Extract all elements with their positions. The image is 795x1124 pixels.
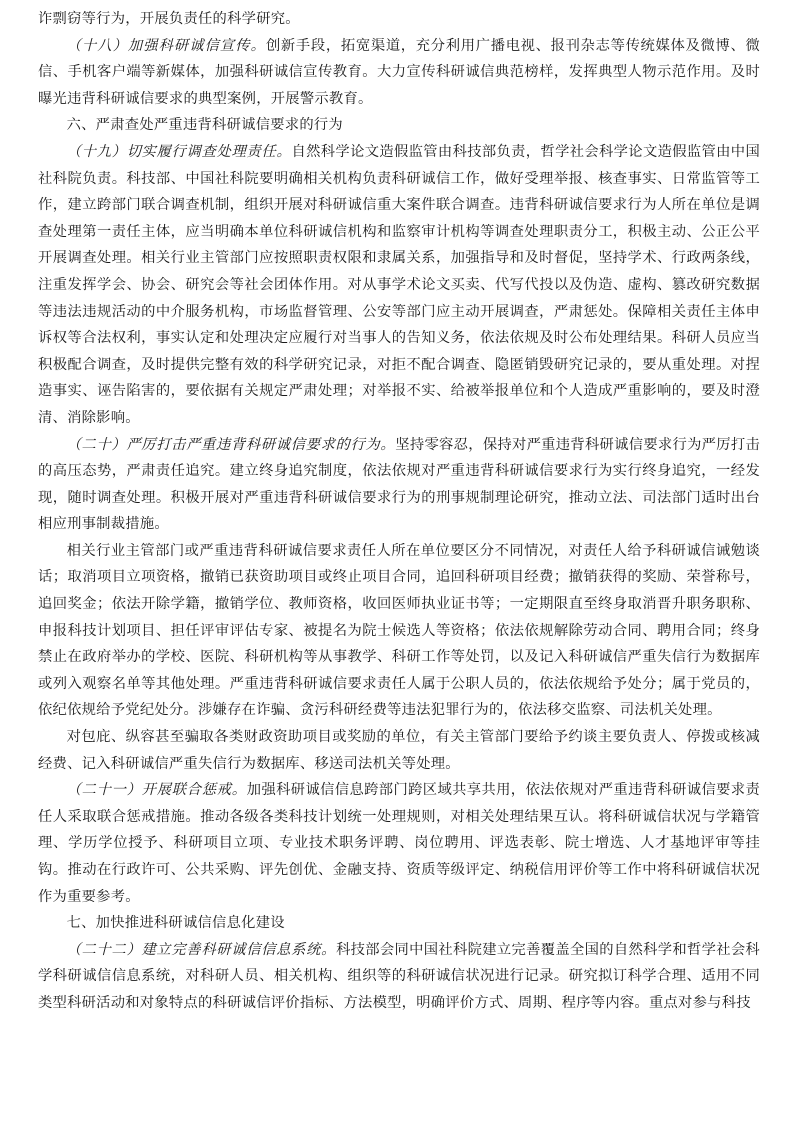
paragraph-21-body: 加强科研诚信信息跨部门跨区域共享共用，依法依规对严重违背科研诚信要求责任人采取联合惩戒措施。推动各级各类科技计划统一处理规则，对相关处理结果互认。将科研诚信状况与学籍管理、学历学位授予、科研项目立项、专业技术职务评聘、岗位聘用、评选表彰、院士增选、人才基地评审等挂钩。推动在行政许可、公共采购、评先创优、金融支持、资质等级评定、纳税信用评价等工作中将科研诚信状况作为重要参考。 [38, 782, 760, 905]
paragraph-20 [38, 432, 760, 538]
paragraph-22-lead: （二十二）建立完善科研诚信信息系统。 [66, 941, 337, 958]
paragraph-19-lead: （十九）切实履行调查处理责任。 [66, 143, 292, 160]
document-page [38, 6, 760, 1017]
paragraph-intro-tail: 诈剽窃等行为，开展负责任的科学研究。 [38, 11, 300, 27]
paragraph-18 [38, 33, 760, 113]
paragraph-19 [38, 139, 760, 432]
paragraph-20-body: 坚持零容忍，保持对严重违背科研诚信要求行为严厉打击的高压态势，严肃责任追究。建立终身追究制度，依法依规对严重违背科研诚信要求行为实行终身追究，一经发现，随时调查处理。积极开展对严重违背科研诚信要求行为的刑事规制理论研究，推动立法、司法部门适时出台相应刑事制裁措施。 [38, 436, 760, 533]
paragraph-20-units: 对包庇、纵容甚至骗取各类财政资助项目或奖励的单位，有关主管部门要给予约谈主要负责人、停拨或核减经费、记入科研诚信严重失信行为数据库、移送司法机关等处理。 [38, 729, 760, 772]
paragraph-21-lead: （二十一）开展联合惩戒。 [66, 782, 247, 799]
section-heading-7: 七、加快推进科研诚信信息化建设 [66, 915, 285, 932]
paragraph-21 [38, 777, 760, 910]
paragraph-22-body: 科技部会同中国社科院建立完善覆盖全国的自然科学和哲学社会科学科研诚信信息系统，对科研人员、相关机构、组织等的科研诚信状况进行记录。研究拟订科学合理、适用不同类型科研活动和对象特点的科研诚信评价指标、方法模型，明确评价方式、周期、程序等内容。重点对参与科技 [38, 941, 760, 1011]
section-heading-6: 六、严肃查处严重违背科研诚信要求的行为 [66, 117, 343, 134]
paragraph-18-lead: （十八）加强科研诚信宣传。 [66, 37, 266, 54]
paragraph-20-penalties: 相关行业主管部门或严重违背科研诚信要求责任人所在单位要区分不同情况，对责任人给予科研诚信诫勉谈话；取消项目立项资格，撤销已获资助项目或终止项目合同，追回科研项目经费；撤销获得的奖励、荣誉称号，追回奖金；依法开除学籍，撤销学位、教师资格，收回医师执业证书等；一定期限直至终身取消晋升职务职称、申报科技计划项目、担任评审评估专家、被提名为院士候选人等资格；依法依规解除劳动合同、聘用合同；终身禁止在政府举办的学校、医院、科研机构等从事教学、科研工作等处罚，以及记入科研诚信严重失信行为数据库或列入观察名单等其他处理。严重违背科研诚信要求责任人属于公职人员的，依法依规给予处分；属于党员的，依纪依规给予党纪处分。涉嫌存在诈骗、贪污科研经费等违法犯罪行为的，依法移交监察、司法机关处理。 [38, 542, 760, 719]
paragraph-20-lead: （二十）严厉打击严重违背科研诚信要求的行为。 [66, 436, 396, 453]
paragraph-22 [38, 937, 760, 1017]
paragraph-19-body: 自然科学论文造假监管由科技部负责，哲学社会科学论文造假监管由中国社科院负责。科技部、中国社科院要明确相关机构负责科研诚信工作，做好受理举报、核查事实、日常监管等工作，建立跨部门联合调查机制，组织开展对科研诚信重大案件联合调查。违背科研诚信要求行为人所在单位是调查处理第一责任主体，应当明确本单位科研诚信机构和监察审计机构等调查处理职责分工，积极主动、公正公平开展调查处理。相关行业主管部门应按照职责权限和隶属关系，加强指导和及时督促，坚持学术、行政两条线，注重发挥学会、协会、研究会等社会团体作用。对从事学术论文买卖、代写代投以及伪造、虚构、篡改研究数据等违法违规活动的中介服务机构，市场监督管理、公安等部门应主动开展调查，严肃惩处。保障相关责任主体申诉权等合法权利，事实认定和处理决定应履行对当事人的告知义务，依法依规及时公布处理结果。科研人员应当积极配合调查，及时提供完整有效的科学研究记录，对拒不配合调查、隐匿销毁研究记录的，要从重处理。对捏造事实、诬告陷害的，要依据有关规定严肃处理；对举报不实、给被举报单位和个人造成严重影响的，要及时澄清、消除影响。 [38, 143, 760, 426]
paragraph-18-body: 创新手段，拓宽渠道，充分利用广播电视、报刊杂志等传统媒体及微博、微信、手机客户端等新媒体，加强科研诚信宣传教育。大力宣传科研诚信典范榜样，发挥典型人物示范作用。及时曝光违背科研诚信要求的典型案例，开展警示教育。 [38, 37, 760, 107]
